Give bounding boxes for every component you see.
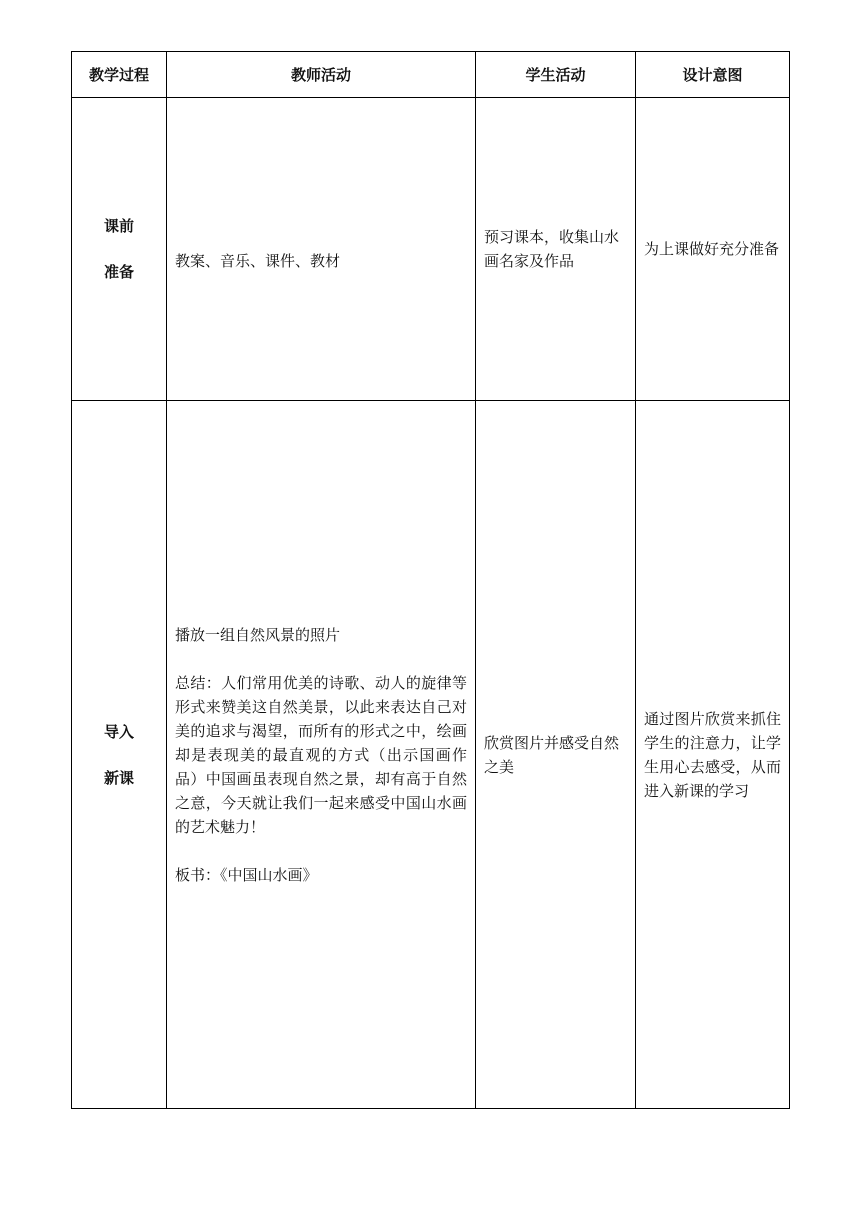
teacher-activity-text: 播放一组自然风景的照片 (175, 625, 341, 644)
header-design-intent: 设计意图 (636, 52, 790, 98)
table-row-introduction (72, 401, 790, 1109)
student-activity-text: 欣赏图片并感受自然之美 (484, 733, 620, 776)
design-intent-text: 为上课做好充分准备 (644, 240, 780, 258)
student-activity-cell (476, 401, 636, 1109)
header-teacher-activity: 教师活动 (167, 52, 476, 98)
design-intent-cell (636, 98, 790, 401)
teacher-activity-cell (167, 98, 476, 401)
teacher-activity-text: 教案、音乐、课件、教材 (175, 252, 341, 270)
student-activity-cell (476, 98, 636, 401)
header-teaching-process: 教学过程 (72, 52, 167, 98)
stage-cell (72, 401, 167, 1109)
design-intent-text: 通过图片欣赏来抓住学生的注意力，让学生用心去感受，从而进入新课的学习 (644, 709, 781, 800)
teacher-activity-cell (167, 401, 476, 1109)
stage-label-line1: 课前 (103, 217, 134, 235)
teacher-activity-blackboard: 板书：《中国山水画》 (175, 865, 318, 884)
stage-label-line2: 新课 (103, 768, 134, 787)
teacher-activity-summary: 总结：人们常用优美的诗歌、动人的旋律等形式来赞美这自然美景，以此来表达自己对美的追求与渴望，而所有的形式之中，绘画却是表现美的最直观的方式（出示国画作品）中国画虽表现自然之景，却有高于自然之意，今天就让我们一起来感受中国山水画的艺术魅力！ (175, 673, 467, 836)
header-student-activity: 学生活动 (476, 52, 636, 98)
stage-cell (72, 98, 167, 401)
header-row (72, 52, 790, 98)
stage-label-line2: 准备 (103, 263, 134, 281)
student-activity-text: 预习课本，收集山水画名家及作品 (484, 228, 620, 270)
stage-label-line1: 导入 (103, 722, 134, 741)
table-row-preparation (72, 98, 790, 401)
design-intent-cell (636, 401, 790, 1109)
lesson-plan-table (71, 51, 790, 1109)
